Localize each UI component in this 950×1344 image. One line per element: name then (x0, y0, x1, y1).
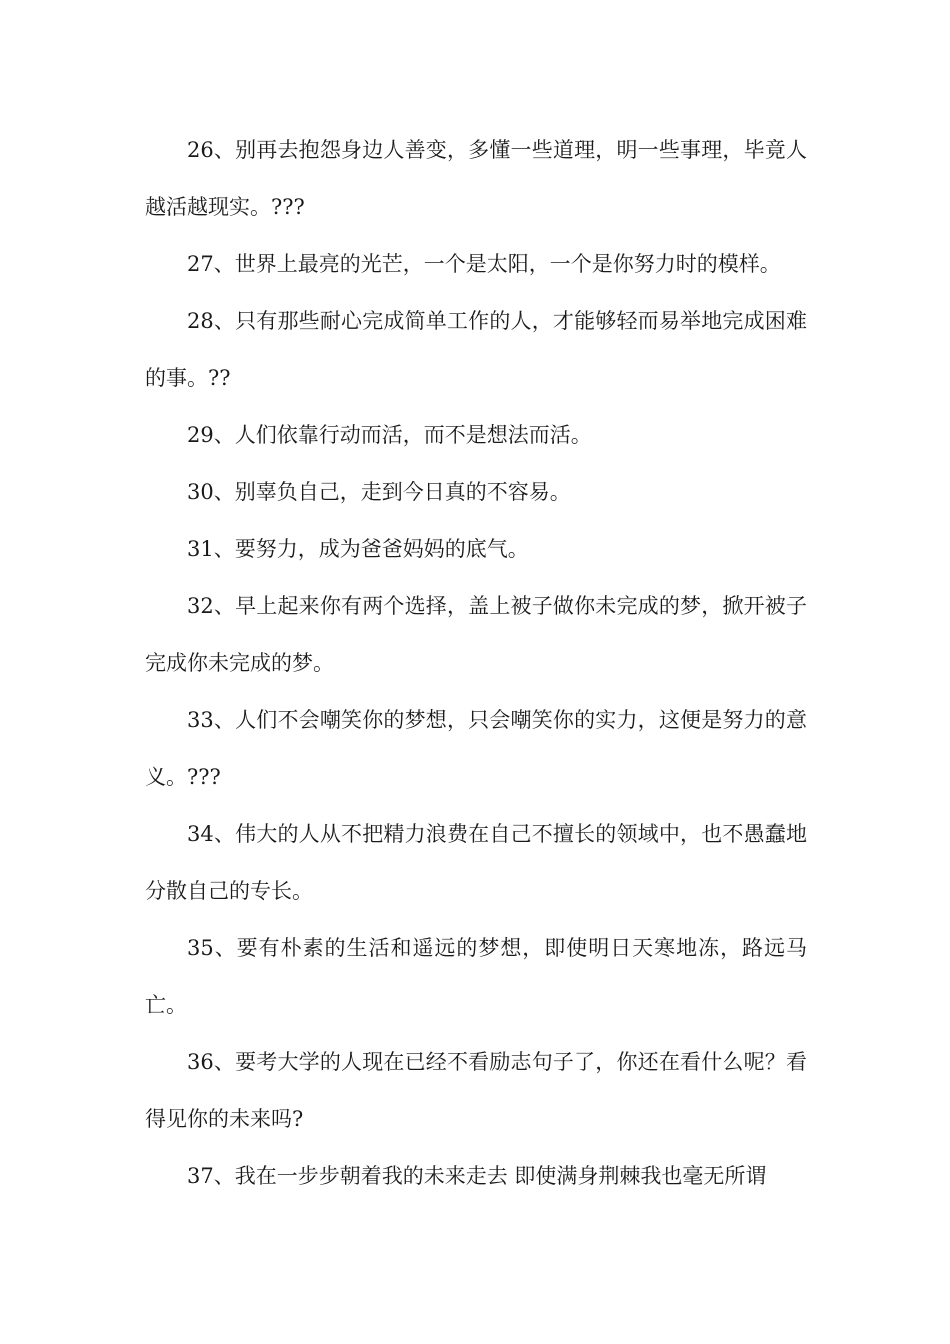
paragraph-31: 31、要努力，成为爸爸妈妈的底气。 (187, 537, 529, 561)
paragraph-29: 29、人们依靠行动而活，而不是想法而活。 (187, 423, 592, 447)
paragraph-27: 27、世界上最亮的光芒，一个是太阳，一个是你努力时的模样。 (187, 252, 781, 276)
paragraph-26: 26、别再去抱怨身边人善变，多懂一些道理，明一些事理，毕竟人越活越现实。??? (145, 138, 807, 219)
paragraph-30: 30、别辜负自己，走到今日真的不容易。 (187, 480, 571, 504)
paragraph-33: 33、人们不会嘲笑你的梦想，只会嘲笑你的实力，这便是努力的意义。??? (145, 708, 807, 789)
document-body (145, 122, 807, 1205)
paragraph-36: 36、要考大学的人现在已经不看励志句子了，你还在看什么呢？看得见你的未来吗? (145, 1050, 807, 1131)
paragraph-32: 32、早上起来你有两个选择，盖上被子做你未完成的梦，掀开被子完成你未完成的梦。 (145, 594, 807, 675)
paragraph-35: 35、要有朴素的生活和遥远的梦想，即使明日天寒地冻，路远马亡。 (145, 936, 807, 1017)
paragraph-37: 37、我在一步步朝着我的未来走去 即使满身荆棘我也毫无所谓 (187, 1164, 767, 1188)
paragraph-34: 34、伟大的人从不把精力浪费在自己不擅长的领域中，也不愚蠢地分散自己的专长。 (145, 822, 807, 903)
paragraph-28: 28、只有那些耐心完成简单工作的人，才能够轻而易举地完成困难的事。?? (145, 309, 807, 390)
